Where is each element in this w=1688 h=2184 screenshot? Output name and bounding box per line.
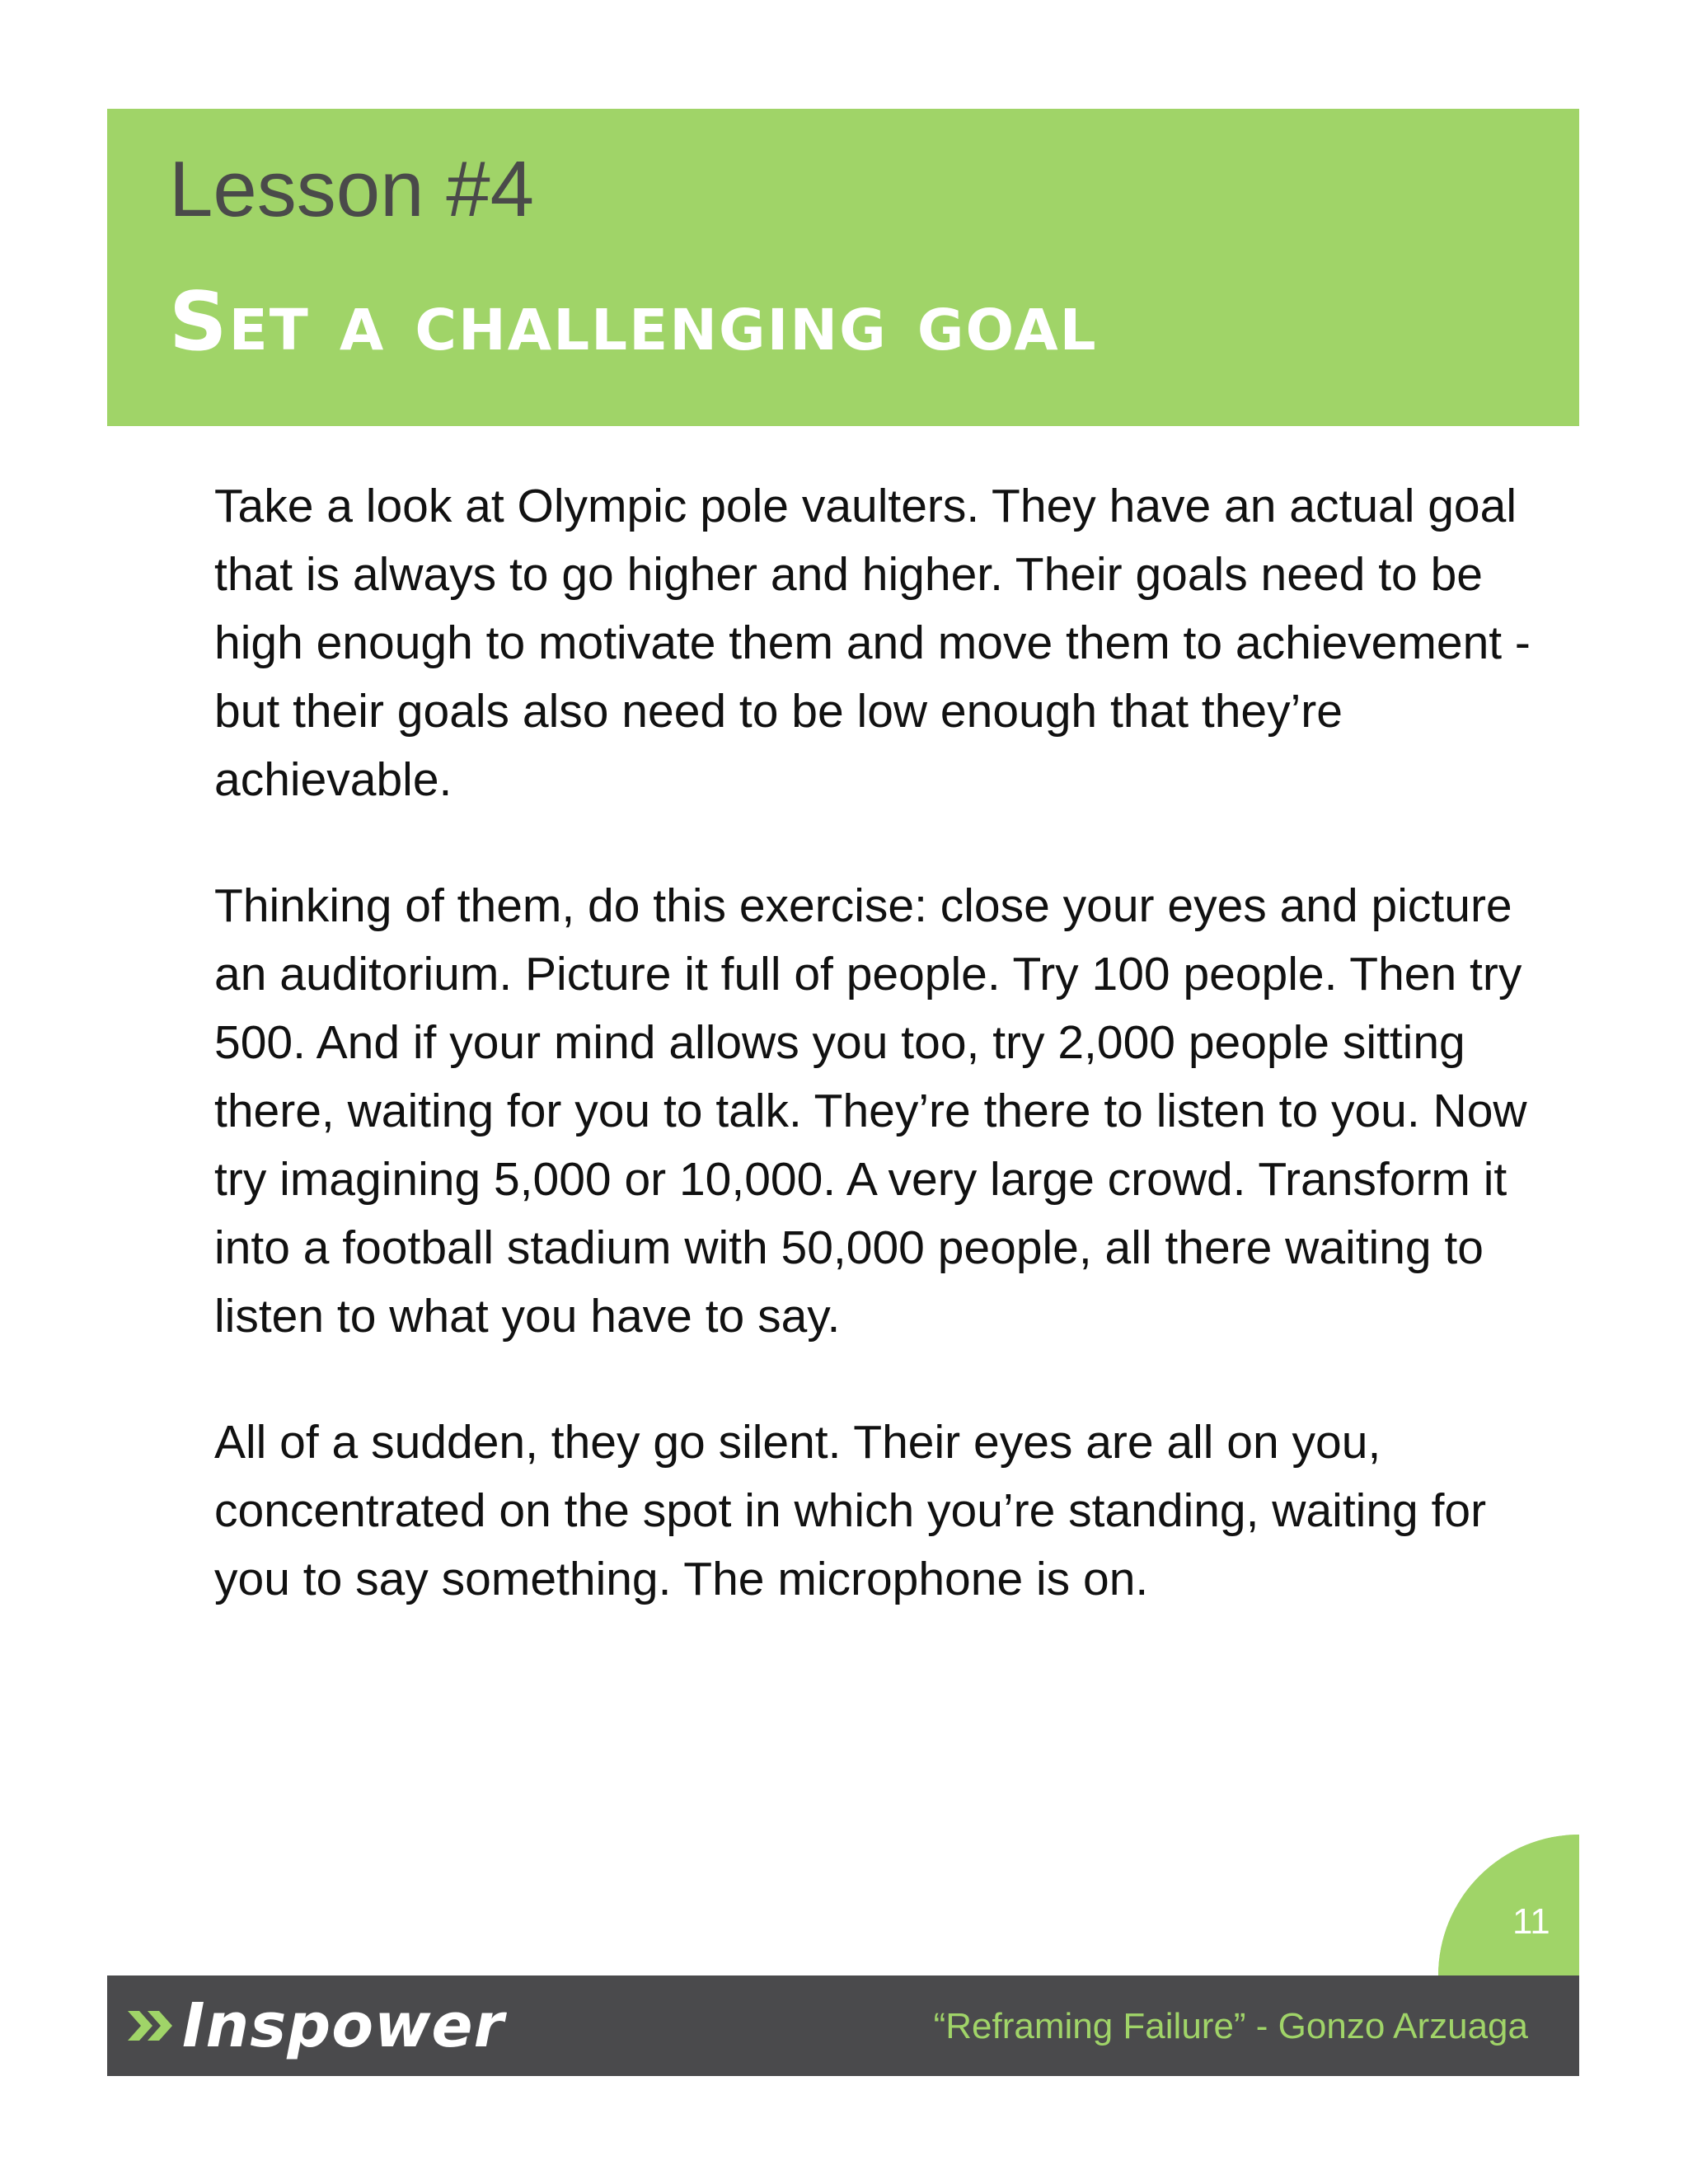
lesson-number: Lesson #4 [169, 145, 535, 233]
page-number: 11 [1512, 1901, 1550, 1942]
lesson-title: Set a challenging goal [169, 275, 1098, 369]
book-credit: “Reframing Failure” - Gonzo Arzuaga [933, 2006, 1528, 2046]
body-text [214, 472, 1533, 1671]
footer-bar [107, 1975, 1579, 2076]
paragraph-3: All of a sudden, they go silent. Their eyes are all on you, concentrated on the spot in which you’re standing, waiting for you to say something. The microphone is on. [214, 1416, 1487, 1605]
brand-logo [128, 1990, 505, 2061]
brand-name: Inspower [182, 1990, 505, 2061]
paragraph-1: Take a look at Olympic pole vaulters. They have an actual goal that is always to go higher and higher. Their goals need to be high enough to motivate them and move them to achievement - but their goals also need to be low enough that they’re achievable. [214, 480, 1531, 806]
page-number-tab-shape [1438, 1835, 1579, 1975]
lesson-header [107, 109, 1579, 426]
double-chevron-icon [128, 2006, 179, 2046]
paragraph-2: Thinking of them, do this exercise: close your eyes and picture an auditorium. Picture it full of people. Try 100 people. Then try 500. And if your mind allows you too, try 2,000 people sitting there, waiting for you to talk. They’re there to listen to you. Now try imagining 5,000 or 10,000. A very large crowd. Transform it into a football stadium with 50,000 people, all there waiting to listen to what you have to say. [214, 879, 1527, 1343]
